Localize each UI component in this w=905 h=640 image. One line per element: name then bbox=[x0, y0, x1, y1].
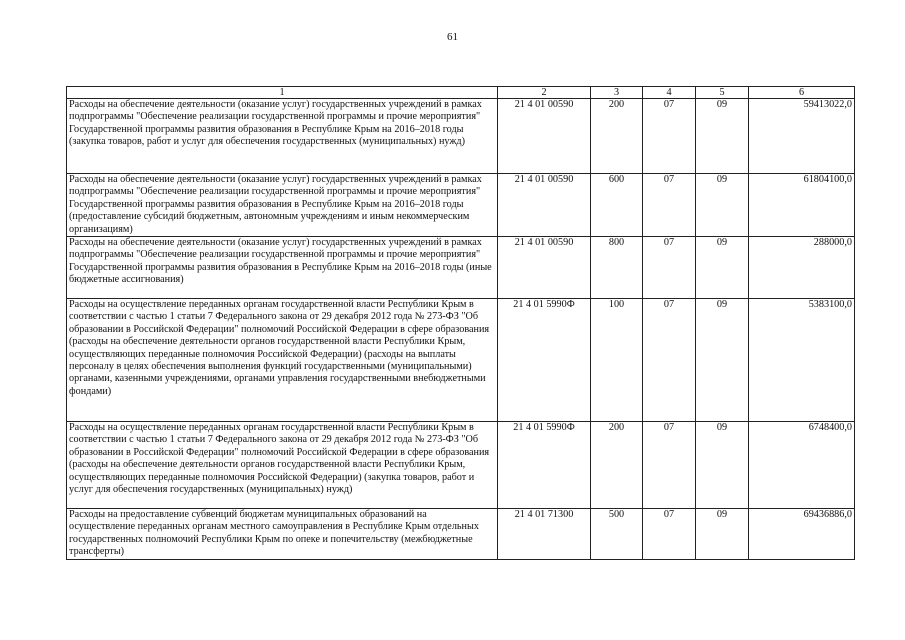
row-col3: 500 bbox=[591, 509, 643, 560]
row-description: Расходы на осуществление переданных органам государственной власти Республики Крым в соответствии с частью 1 статьи 7 Федерального закона от 29 декабря 2012 года № 273-ФЗ "Об образовании в Российской Федерации" полномочий Российской Федерации в сфере образования (расходы на обеспечение деятельности органов государственной власти Республики Крым, осуществляющих переданные полномочия Российской Федерации) (закупка товаров, работ и услуг для обеспечения государственных (муниципальных) нужд) bbox=[67, 422, 498, 509]
row-amount: 59413022,0 bbox=[749, 99, 855, 174]
header-cell-5: 5 bbox=[696, 87, 749, 99]
header-cell-1: 1 bbox=[67, 87, 498, 99]
row-amount: 5383100,0 bbox=[749, 299, 855, 422]
row-col4: 07 bbox=[643, 99, 696, 174]
row-amount: 6748400,0 bbox=[749, 422, 855, 509]
row-code: 21 4 01 5990Ф bbox=[498, 422, 591, 509]
row-col3: 100 bbox=[591, 299, 643, 422]
header-cell-2: 2 bbox=[498, 87, 591, 99]
row-code: 21 4 01 71300 bbox=[498, 509, 591, 560]
row-code: 21 4 01 00590 bbox=[498, 237, 591, 299]
row-col3: 600 bbox=[591, 174, 643, 237]
row-code: 21 4 01 5990Ф bbox=[498, 299, 591, 422]
row-col5: 09 bbox=[696, 99, 749, 174]
page-number: 61 bbox=[447, 31, 458, 43]
row-col4: 07 bbox=[643, 422, 696, 509]
row-col3: 200 bbox=[591, 422, 643, 509]
table-row bbox=[67, 299, 855, 422]
row-code: 21 4 01 00590 bbox=[498, 174, 591, 237]
row-amount: 288000,0 bbox=[749, 237, 855, 299]
header-cell-4: 4 bbox=[643, 87, 696, 99]
row-code: 21 4 01 00590 bbox=[498, 99, 591, 174]
row-col5: 09 bbox=[696, 237, 749, 299]
budget-table bbox=[66, 86, 855, 560]
row-col3: 200 bbox=[591, 99, 643, 174]
table-row bbox=[67, 174, 855, 237]
row-col4: 07 bbox=[643, 174, 696, 237]
row-amount: 69436886,0 bbox=[749, 509, 855, 560]
row-col4: 07 bbox=[643, 299, 696, 422]
row-description: Расходы на предоставление субвенций бюджетам муниципальных образований на осуществление переданных органам местного самоуправления в Республике Крым отдельных государственных полномочий Республики Крым по опеке и попечительству (межбюджетные трансферты) bbox=[67, 509, 498, 560]
table-row bbox=[67, 509, 855, 560]
row-description: Расходы на осуществление переданных органам государственной власти Республики Крым в соответствии с частью 1 статьи 7 Федерального закона от 29 декабря 2012 года № 273-ФЗ "Об образовании в Российской Федерации" полномочий Российской Федерации в сфере образования (расходы на обеспечение деятельности органов государственной власти Республики Крым, осуществляющих переданные полномочия Российской Федерации) (расходы на выплаты персоналу в целях обеспечения выполнения функций государственными (муниципальными) органами, казенными учреждениями, органами управления государственными внебюджетными фондами) bbox=[67, 299, 498, 422]
table-row bbox=[67, 237, 855, 299]
row-col5: 09 bbox=[696, 174, 749, 237]
row-description: Расходы на обеспечение деятельности (оказание услуг) государственных учреждений в рамках подпрограммы "Обеспечение реализации государственной программы и прочие мероприятия" Государственной программы развития образования в Республике Крым на 2016–2018 годы (иные бюджетные ассигнования) bbox=[67, 237, 498, 299]
row-col5: 09 bbox=[696, 509, 749, 560]
row-col5: 09 bbox=[696, 422, 749, 509]
table-row bbox=[67, 99, 855, 174]
header-row bbox=[67, 87, 855, 99]
row-col4: 07 bbox=[643, 509, 696, 560]
row-description: Расходы на обеспечение деятельности (оказание услуг) государственных учреждений в рамках подпрограммы "Обеспечение реализации государственной программы и прочие мероприятия" Государственной программы развития образования в Республике Крым на 2016–2018 годы (закупка товаров, работ и услуг для обеспечения государственных (муниципальных) нужд) bbox=[67, 99, 498, 174]
table-row bbox=[67, 422, 855, 509]
row-col5: 09 bbox=[696, 299, 749, 422]
row-description: Расходы на обеспечение деятельности (оказание услуг) государственных учреждений в рамках подпрограммы "Обеспечение реализации государственной программы и прочие мероприятия" Государственной программы развития образования в Республике Крым на 2016–2018 годы (предоставление субсидий бюджетным, автономным учреждениям и иным некоммерческим организациям) bbox=[67, 174, 498, 237]
row-amount: 61804100,0 bbox=[749, 174, 855, 237]
header-cell-6: 6 bbox=[749, 87, 855, 99]
header-cell-3: 3 bbox=[591, 87, 643, 99]
row-col4: 07 bbox=[643, 237, 696, 299]
row-col3: 800 bbox=[591, 237, 643, 299]
